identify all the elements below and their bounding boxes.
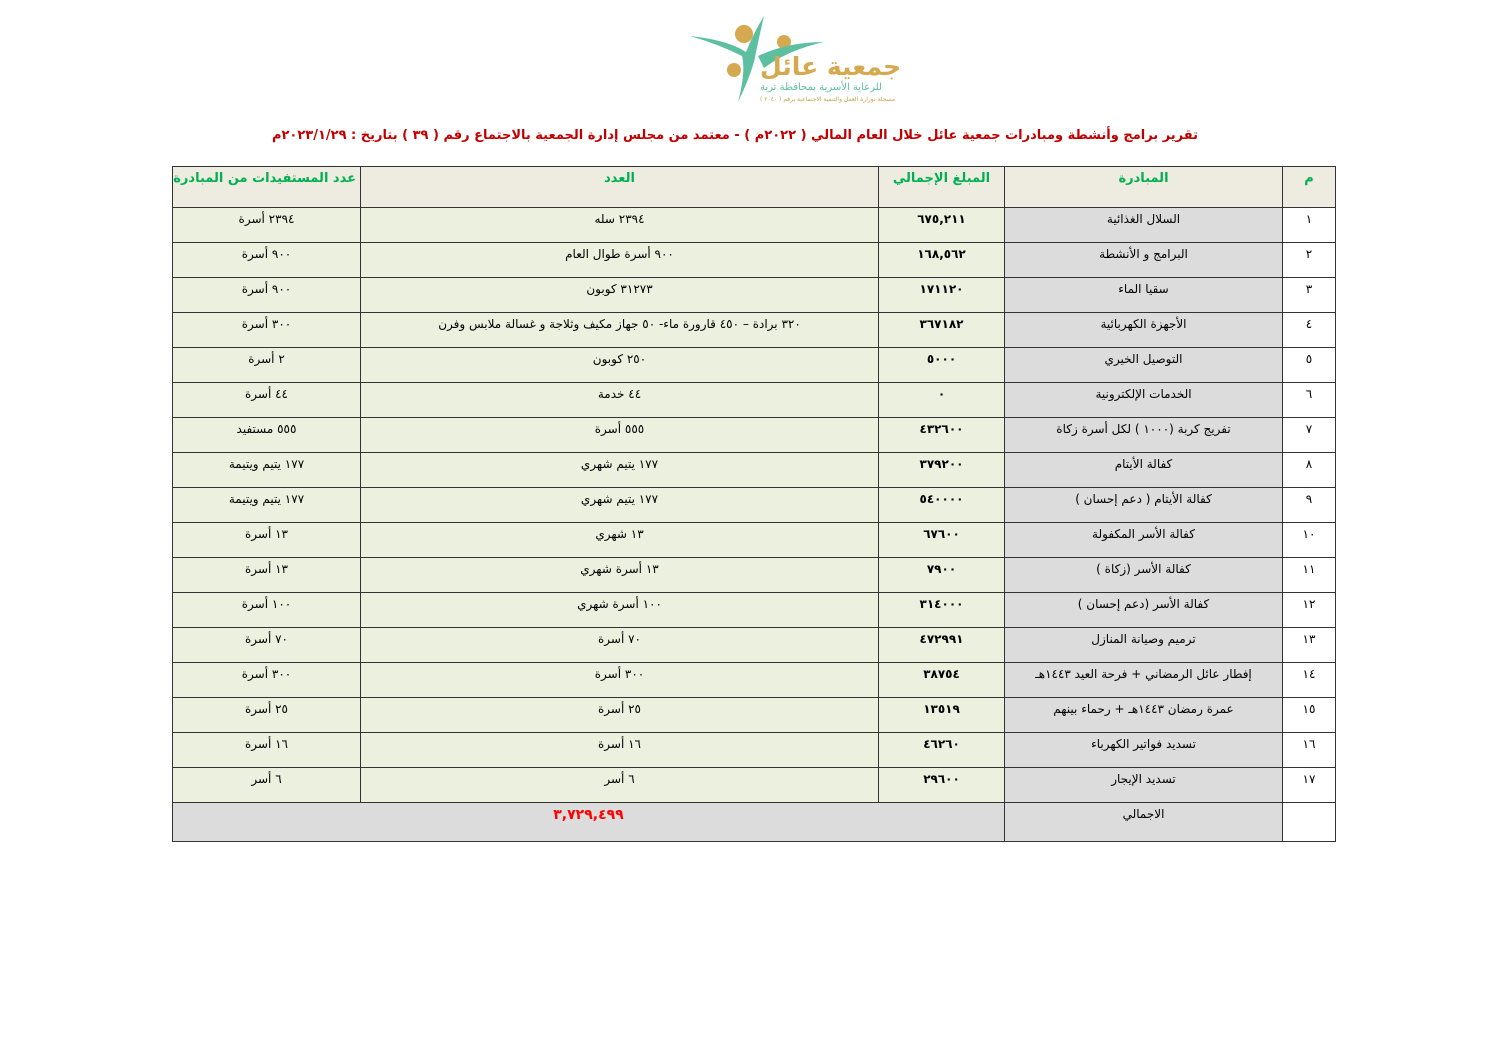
table-row xyxy=(173,313,1336,348)
beneficiaries-value: ٣٠٠ أسرة xyxy=(173,663,361,698)
total-amount: ٣٦٧١٨٢ xyxy=(879,313,1005,348)
total-amount: ١٧١١٢٠ xyxy=(879,278,1005,313)
initiative-name: تسديد الإيجار xyxy=(1005,768,1283,803)
count-value: ١٠٠ أسرة شهري xyxy=(361,593,879,628)
row-num: ١٥ xyxy=(1283,698,1336,733)
beneficiaries-value: ٢ أسرة xyxy=(173,348,361,383)
total-amount: ٦٧٦٠٠ xyxy=(879,523,1005,558)
row-num: ١٠ xyxy=(1283,523,1336,558)
row-num: ١٣ xyxy=(1283,628,1336,663)
total-amount: ٦٧٥,٢١١ xyxy=(879,208,1005,243)
table-row xyxy=(173,418,1336,453)
total-label: الاجمالي xyxy=(1005,803,1283,842)
count-value: ٤٤ خدمة xyxy=(361,383,879,418)
total-amount: ١٦٨,٥٦٢ xyxy=(879,243,1005,278)
table-row xyxy=(173,523,1336,558)
count-value: ١٧٧ يتيم شهري xyxy=(361,453,879,488)
header-num: م xyxy=(1283,167,1336,208)
count-value: ٧٠ أسرة xyxy=(361,628,879,663)
count-value: ١٣ شهري xyxy=(361,523,879,558)
beneficiaries-value: ١٠٠ أسرة xyxy=(173,593,361,628)
logo-registration: مسجلة بوزارة العمل والتنمية الاجتماعية برقم ( ٢٠٤٠ ) xyxy=(760,96,896,103)
total-amount: ٠ xyxy=(879,383,1005,418)
row-num: ٤ xyxy=(1283,313,1336,348)
row-num: ١٢ xyxy=(1283,593,1336,628)
beneficiaries-value: ٣٠٠ أسرة xyxy=(173,313,361,348)
table-row xyxy=(173,488,1336,523)
beneficiaries-value: ١٧٧ يتيم ويتيمة xyxy=(173,488,361,523)
header-amount: المبلغ الإجمالي xyxy=(879,167,1005,208)
total-amount: ٥٤٠٠٠٠ xyxy=(879,488,1005,523)
count-value: ٣٠٠ أسرة xyxy=(361,663,879,698)
total-amount: ٣١٤٠٠٠ xyxy=(879,593,1005,628)
count-value: ٦ أسر xyxy=(361,768,879,803)
count-value: ١٣ أسرة شهري xyxy=(361,558,879,593)
total-amount: ٢٩٦٠٠ xyxy=(879,768,1005,803)
count-value: ٥٥٥ أسرة xyxy=(361,418,879,453)
row-num: ٨ xyxy=(1283,453,1336,488)
beneficiaries-value: ١٦ أسرة xyxy=(173,733,361,768)
header-count: العدد xyxy=(361,167,879,208)
initiative-name: تفريج كربة (١٠٠٠ ) لكل أسرة زكاة xyxy=(1005,418,1283,453)
initiatives-table xyxy=(172,166,1336,842)
row-num: ٦ xyxy=(1283,383,1336,418)
initiative-name: كفالة الأيتام xyxy=(1005,453,1283,488)
initiative-name: سقيا الماء xyxy=(1005,278,1283,313)
total-value: ٣,٧٢٩,٤٩٩ xyxy=(173,803,1005,842)
initiative-name: البرامج و الأنشطة xyxy=(1005,243,1283,278)
row-num: ١١ xyxy=(1283,558,1336,593)
initiative-name: كفالة الأسر (زكاة ) xyxy=(1005,558,1283,593)
table-row xyxy=(173,628,1336,663)
table-row xyxy=(173,733,1336,768)
total-row xyxy=(173,803,1336,842)
count-value: ٣٢٠ برادة – ٤٥٠ قارورة ماء- ٥٠ جهاز مكيف وثلاجة و غسالة ملابس وفرن xyxy=(361,313,879,348)
row-num: ١ xyxy=(1283,208,1336,243)
total-amount: ٤٦٢٦٠ xyxy=(879,733,1005,768)
table-row xyxy=(173,558,1336,593)
total-amount: ٣٧٩٢٠٠ xyxy=(879,453,1005,488)
logo-subtitle: للرعاية الأسرية بمحافظة تربة xyxy=(760,82,882,93)
row-num: ٣ xyxy=(1283,278,1336,313)
initiative-name: كفالة الأسر (دعم إحسان ) xyxy=(1005,593,1283,628)
count-value: ٢٥ أسرة xyxy=(361,698,879,733)
row-num: ٧ xyxy=(1283,418,1336,453)
initiative-name: الخدمات الإلكترونية xyxy=(1005,383,1283,418)
table-row xyxy=(173,453,1336,488)
beneficiaries-value: ٦ أسر xyxy=(173,768,361,803)
initiative-name: الأجهزة الكهربائية xyxy=(1005,313,1283,348)
initiative-name: تسديد فواتير الكهرباء xyxy=(1005,733,1283,768)
table-row xyxy=(173,768,1336,803)
total-num-cell xyxy=(1283,803,1336,842)
count-value: ٢٣٩٤ سله xyxy=(361,208,879,243)
beneficiaries-value: ٩٠٠ أسرة xyxy=(173,278,361,313)
table-row xyxy=(173,698,1336,733)
total-amount: ٣٨٧٥٤ xyxy=(879,663,1005,698)
table-row xyxy=(173,593,1336,628)
initiative-name: كفالة الأيتام ( دعم إحسان ) xyxy=(1005,488,1283,523)
organization-logo xyxy=(688,12,918,108)
count-value: ١٧٧ يتيم شهري xyxy=(361,488,879,523)
total-amount: ٧٩٠٠ xyxy=(879,558,1005,593)
row-num: ١٧ xyxy=(1283,768,1336,803)
row-num: ٢ xyxy=(1283,243,1336,278)
count-value: ٩٠٠ أسرة طوال العام xyxy=(361,243,879,278)
initiative-name: السلال الغذائية xyxy=(1005,208,1283,243)
beneficiaries-value: ١٧٧ يتيم ويتيمة xyxy=(173,453,361,488)
header-beneficiaries: عدد المستفيدات من المبادرة xyxy=(173,167,361,208)
row-num: ٩ xyxy=(1283,488,1336,523)
row-num: ١٤ xyxy=(1283,663,1336,698)
total-amount: ٤٣٢٦٠٠ xyxy=(879,418,1005,453)
initiative-name: كفالة الأسر المكفولة xyxy=(1005,523,1283,558)
beneficiaries-value: ٥٥٥ مستفيد xyxy=(173,418,361,453)
table-header-row xyxy=(173,167,1336,208)
beneficiaries-value: ٢٥ أسرة xyxy=(173,698,361,733)
initiative-name: إفطار عائل الرمضاني + فرحة العيد ١٤٤٣هـ xyxy=(1005,663,1283,698)
header-initiative: المبادرة xyxy=(1005,167,1283,208)
report-title: تقرير برامج وأنشطة ومبادرات جمعية عائل خلال العام المالي ( ٢٠٢٢م ) - معتمد من مجلس إدارة الجمعية بالاجتماع رقم ( ٣٩ ) بتاريخ : ٢٠٢٣/١/٢٩م xyxy=(271,128,1198,143)
initiative-name: التوصيل الخيري xyxy=(1005,348,1283,383)
beneficiaries-value: ١٣ أسرة xyxy=(173,558,361,593)
count-value: ٢٥٠ كوبون xyxy=(361,348,879,383)
count-value: ٣١٢٧٣ كوبون xyxy=(361,278,879,313)
total-amount: ٤٧٢٩٩١ xyxy=(879,628,1005,663)
total-amount: ١٣٥١٩ xyxy=(879,698,1005,733)
row-num: ١٦ xyxy=(1283,733,1336,768)
table-row xyxy=(173,663,1336,698)
total-amount: ٥٠٠٠ xyxy=(879,348,1005,383)
beneficiaries-value: ٩٠٠ أسرة xyxy=(173,243,361,278)
table-row xyxy=(173,243,1336,278)
beneficiaries-value: ٢٣٩٤ أسرة xyxy=(173,208,361,243)
logo-name: جمعية عائل xyxy=(760,52,902,81)
table-row xyxy=(173,208,1336,243)
beneficiaries-value: ٤٤ أسرة xyxy=(173,383,361,418)
table-row xyxy=(173,348,1336,383)
table-row xyxy=(173,383,1336,418)
beneficiaries-value: ١٣ أسرة xyxy=(173,523,361,558)
count-value: ١٦ أسرة xyxy=(361,733,879,768)
initiative-name: ترميم وصيانة المنازل xyxy=(1005,628,1283,663)
table-row xyxy=(173,278,1336,313)
initiative-name: عمرة رمضان ١٤٤٣هـ + رحماء بينهم xyxy=(1005,698,1283,733)
beneficiaries-value: ٧٠ أسرة xyxy=(173,628,361,663)
row-num: ٥ xyxy=(1283,348,1336,383)
